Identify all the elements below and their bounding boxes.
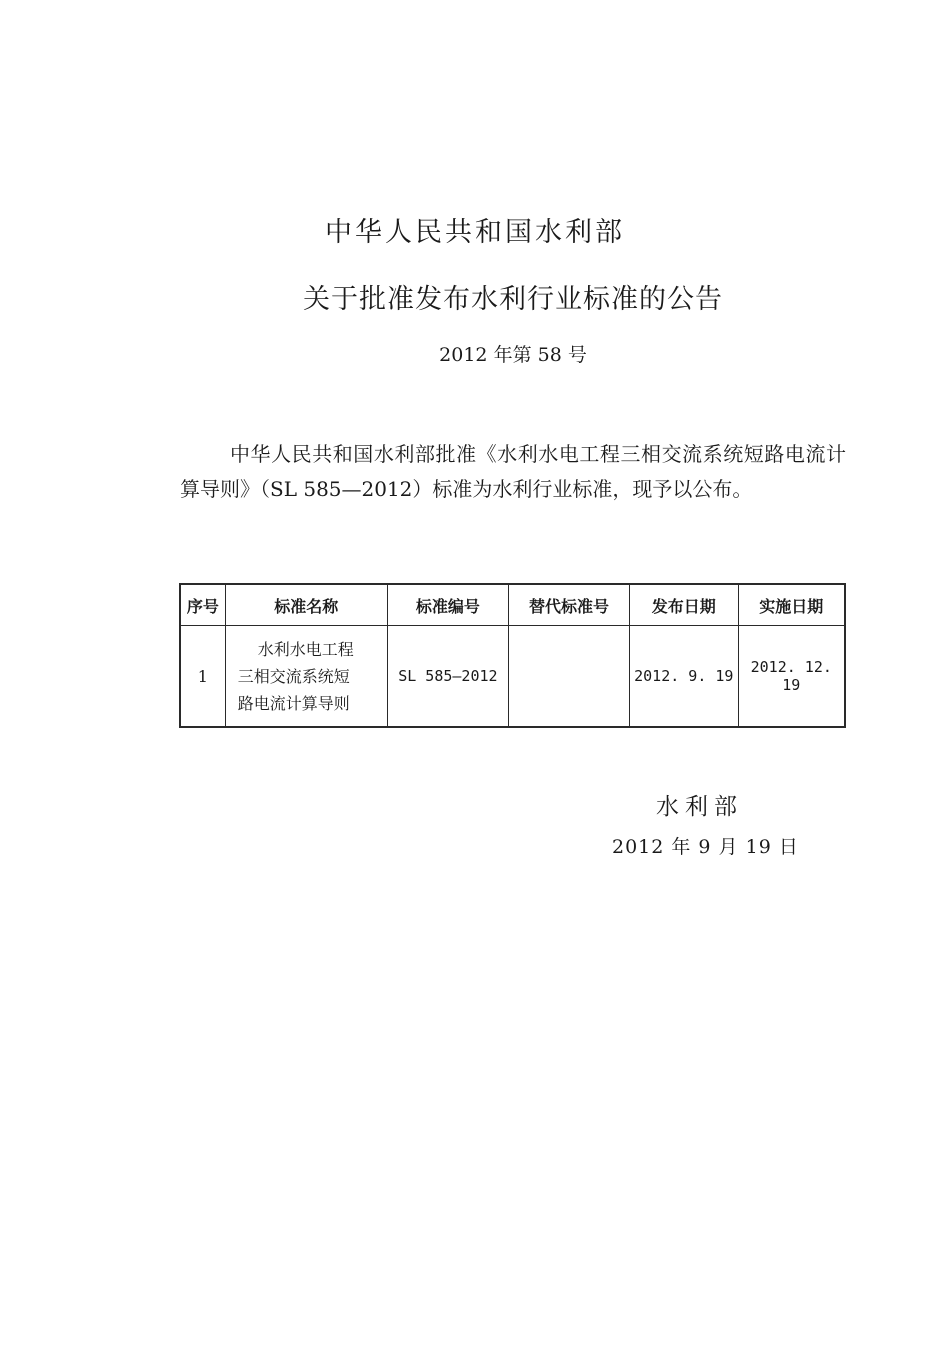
announcement-paragraph: 中华人民共和国水利部批准《水利水电工程三相交流系统短路电流计算导则》（SL 585—2012）标准为水利行业标准，现予以公布。: [180, 442, 846, 501]
cell-replace-code: [509, 626, 630, 728]
standards-table: [179, 583, 846, 728]
cell-publish-date: 2012. 9. 19: [630, 626, 738, 728]
header-code: 标准编号: [387, 584, 508, 626]
header-name: 标准名称: [225, 584, 387, 626]
standard-name-line: 三相交流系统短: [237, 666, 350, 686]
header-effective-date: 实施日期: [738, 584, 845, 626]
header-publish-date: 发布日期: [630, 584, 738, 626]
cell-effective-date: 2012. 12. 19: [738, 626, 845, 728]
cell-seq: 1: [180, 626, 225, 728]
ministry-title: 中华人民共和国水利部: [325, 217, 625, 248]
header-replace: 替代标准号: [509, 584, 630, 626]
signature-org: 水利部: [656, 794, 743, 820]
cell-standard-code: SL 585—2012: [387, 626, 508, 728]
standard-name-line: 路电流计算导则: [237, 693, 350, 713]
signature-date: 2012 年 9 月 19 日: [612, 836, 799, 858]
header-seq: 序号: [180, 584, 225, 626]
table-row: [180, 626, 845, 728]
standard-name-line: 水利水电工程: [257, 639, 354, 659]
announcement-title: 关于批准发布水利行业标准的公告: [303, 284, 723, 315]
document-number: 2012 年第 58 号: [439, 344, 587, 366]
cell-standard-name: [225, 626, 387, 728]
table-header-row: [180, 584, 845, 626]
